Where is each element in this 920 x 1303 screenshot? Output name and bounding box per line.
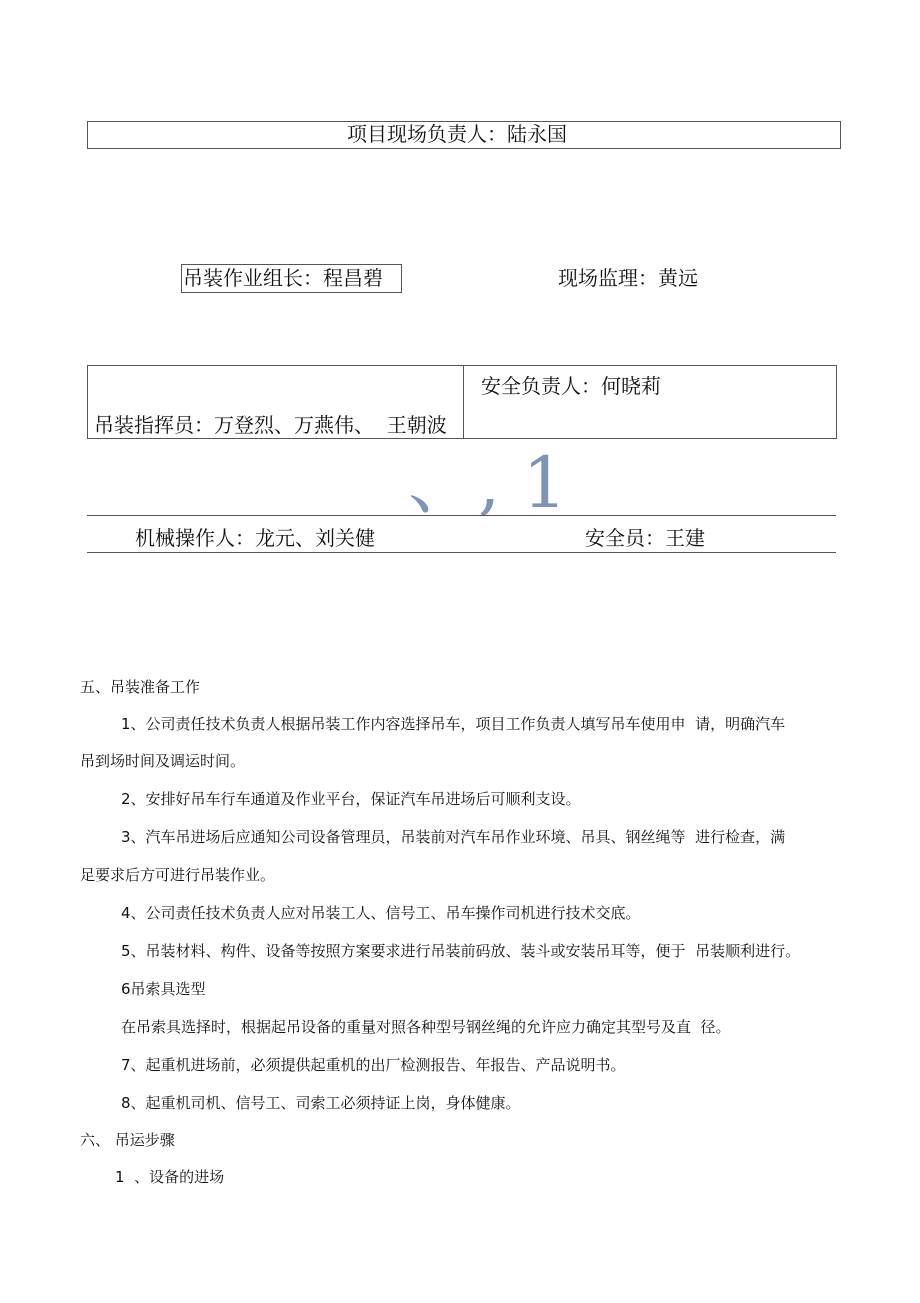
paragraph-line: 7、起重机进场前，必须提供起重机的出厂检测报告、年报告、产品说明书。: [121, 1056, 626, 1074]
paragraph-line: 3、汽车吊进场后应通知公司设备管理员，吊装前对汽车吊作业环境、吊具、钢丝绳等 进行检查，满: [121, 828, 786, 846]
commander-safety-divider: [463, 365, 464, 439]
paragraph-line: 5、吊装材料、构件、设备等按照方案要求进行吊装前码放、装斗或安装吊耳等，便于 吊装顺利进行。: [121, 942, 801, 960]
paragraph-line: 4、公司责任技术负责人应对吊装工人、信号工、吊车操作司机进行技术交底。: [121, 904, 641, 922]
supervisor-text: 现场监理：黄远: [558, 266, 698, 290]
decorative-mark: 、, 1: [408, 442, 568, 524]
paragraph-line: 吊到场时间及调运时间。: [80, 752, 246, 770]
paragraph-line: 2、安排好吊车行车通道及作业平台，保证汽车吊进场后可顺利支设。: [121, 790, 581, 808]
paragraph-line: 足要求后方可进行吊装作业。: [80, 866, 276, 884]
section-heading: 五、吊装准备工作: [80, 678, 201, 696]
paragraph-line: 8、起重机司机、信号工、司索工必须持证上岗，身体健康。: [121, 1094, 521, 1112]
safety-officer-text: 安全员：王建: [585, 526, 705, 550]
operators-text: 机械操作人：龙元、刘关健: [135, 526, 375, 550]
operators-top-line: [87, 515, 836, 516]
project-lead-text: 项目现场负责人：陆永国: [347, 122, 567, 146]
team-leader-text: 吊装作业组长：程昌碧: [183, 266, 383, 290]
section-heading: 六、 吊运步骤: [80, 1131, 175, 1149]
paragraph-line: 6吊索具选型: [121, 980, 206, 998]
paragraph-line: 1、公司责任技术负责人根据吊装工作内容选择吊车，项目工作负责人填写吊车使用申 请，明确汽车: [121, 715, 786, 733]
paragraph-line: 在吊索具选择时，根据起吊设备的重量对照各种型号钢丝绳的允许应力确定其型号及直 径。: [121, 1018, 731, 1036]
paragraph-line: 1 、设备的进场: [115, 1168, 225, 1186]
safety-lead-text: 安全负责人：何晓莉: [481, 374, 661, 398]
operators-bottom-line: [87, 552, 836, 553]
commanders-text: 吊装指挥员：万登烈、万燕伟、 王朝波: [94, 413, 447, 437]
